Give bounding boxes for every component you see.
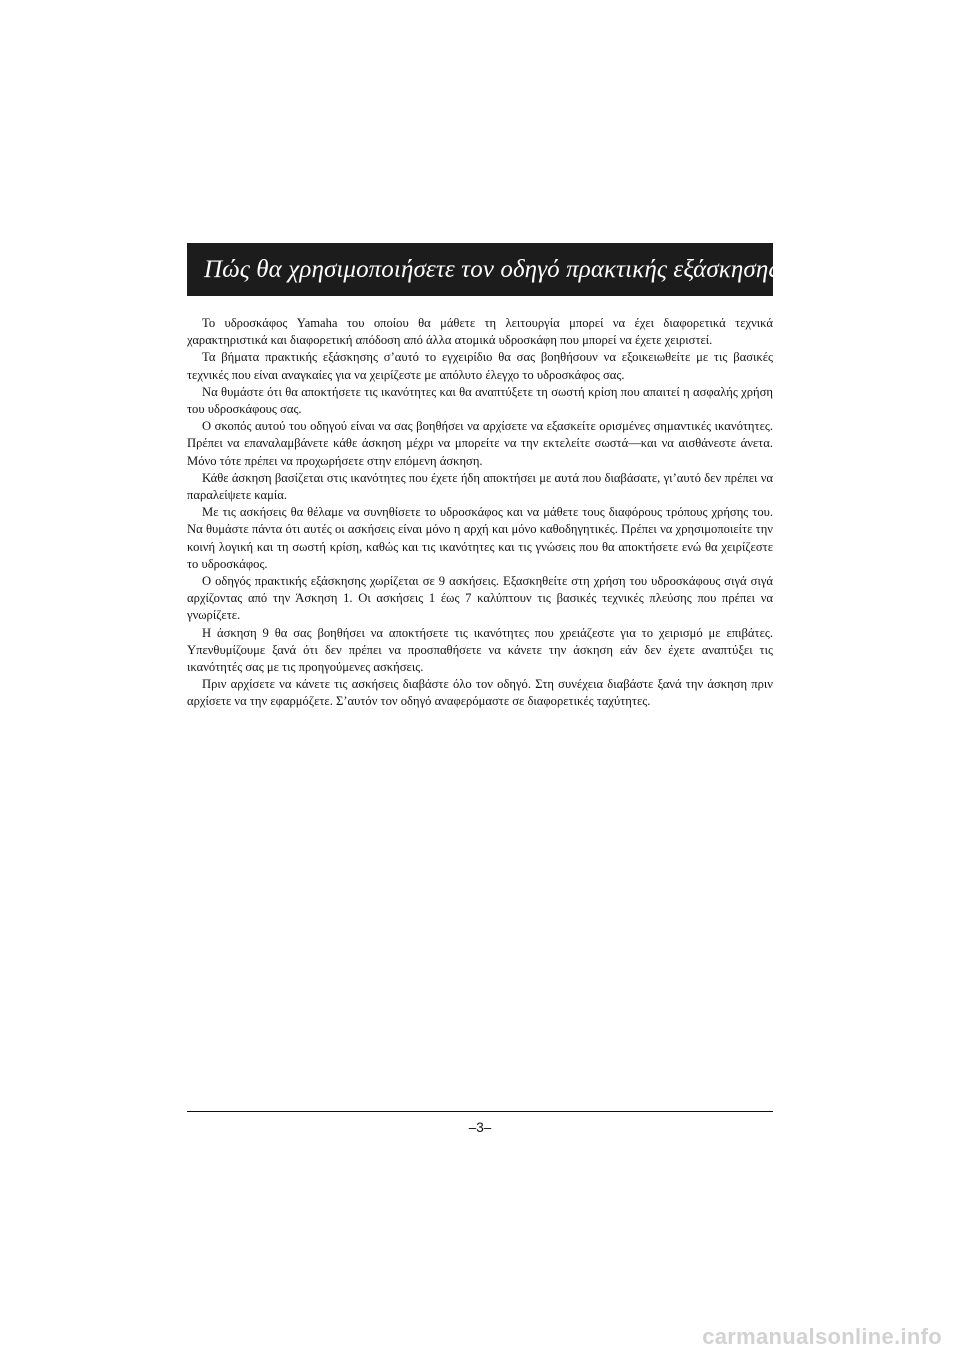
paragraph-nine-exercises: Ο οδηγός πρακτικής εξάσκησης χωρίζεται σε 9 ασκήσεις. Εξασκηθείτε στη χρήση του υδροσκάφους σιγά σιγά αρχίζοντας από την Άσκηση 1. Οι ασκήσεις 1 έως 7 καλύπτουν τις βασικές τεχνικές πλεύσης που πρέπει να γνωρίζετε. [187,574,773,623]
paragraph-steps: Τα βήματα πρακτικής εξάσκησης σ’αυτό το εγχειρίδιο θα σας βοηθήσουν να εξοικειωθείτε με τις βασικές τεχνικές που είναι αναγκαίες για να χειρίζεστε με απόλυτο έλεγχο το υδροσκάφος σας. [187,350,773,382]
paragraph-intro: Το υδροσκάφος Yamaha του οποίου θα μάθετε τη λειτουργία μπορεί να έχει διαφορετικά τεχνικά χαρακτηριστικά και διαφορετική απόδοση από άλλα ατομικά υδροσκάφη που μπορεί να έχετε χειριστεί. [187,316,773,348]
paragraph-purpose: Ο σκοπός αυτού του οδηγού είναι να σας βοηθήσει να αρχίσετε να εξασκείτε ορισμένες σημαντικές ικανότητες. Πρέπει να επαναλαμβάνετε κάθε άσκηση μέχρι να μπορείτε να την εκτελείτε σωστά—και να αισθάνεστε άνετα. Μόνο τότε πρέπει να προχωρήσετε στην επόμενη άσκηση. [187,419,773,468]
page-number: –3– [468,1120,492,1135]
section-title-banner [187,243,779,296]
paragraph-remember-skills: Να θυμάστε ότι θα αποκτήσετε τις ικανότητες και θα αναπτύξετε τη σωστή κρίση που απαιτεί η ασφαλής χρήση του υδροσκάφους σας. [187,384,773,417]
body-text [187,315,773,711]
paragraph-do-not-skip: Κάθε άσκηση βασίζεται στις ικανότητες που έχετε ήδη αποκτήσει με αυτά που διαβάσατε, γι’αυτό δεν πρέπει να παραλείψετε καμία. [187,470,773,503]
watermark: carmanualsonline.info [702,1324,942,1349]
footer-divider [187,1111,773,1112]
paragraph-usage-modes: Με τις ασκήσεις θα θέλαμε να συνηθίσετε το υδροσκάφος και να μάθετε τους διαφόρους τρόπους χρήσης του. Να θυμάστε πάντα ότι αυτές οι ασκήσεις είναι μόνο η αρχή και μόνο καθοδηγητικές. Πρέπει να χρησιμοποιείτε την κοινή λογική και τη σωστή κρίση, καθώς και τις ικανότητες και τις γνώσεις που θα αποκτήσετε ενώ θα χειρίζεστε το υδροσκάφος. [187,505,773,571]
paragraph-exercise-nine: Η άσκηση 9 θα σας βοηθήσει να αποκτήσετε τις ικανότητες που χρειάζεστε για το χειρισμό με επιβάτες. Υπενθυμίζουμε ξανά ότι δεν πρέπει να προσπαθήσετε να κάνετε την άσκηση εάν δεν έχετε αναπτύξει τις ικανότητές σας με τις προηγούμενες ασκήσεις. [187,625,773,675]
section-title: Πώς θα χρησιμοποιήσετε τον οδηγό πρακτικής εξάσκησης [204,255,779,283]
paragraph-read-guide: Πριν αρχίσετε να κάνετε τις ασκήσεις διαβάστε όλο τον οδηγό. Στη συνέχεια διαβάστε ξανά την άσκηση πριν αρχίσετε να την εφαρμόζετε. Σ’αυτόν τον οδηγό αναφερόμαστε σε διαφορετικές ταχύτητες. [187,677,773,709]
